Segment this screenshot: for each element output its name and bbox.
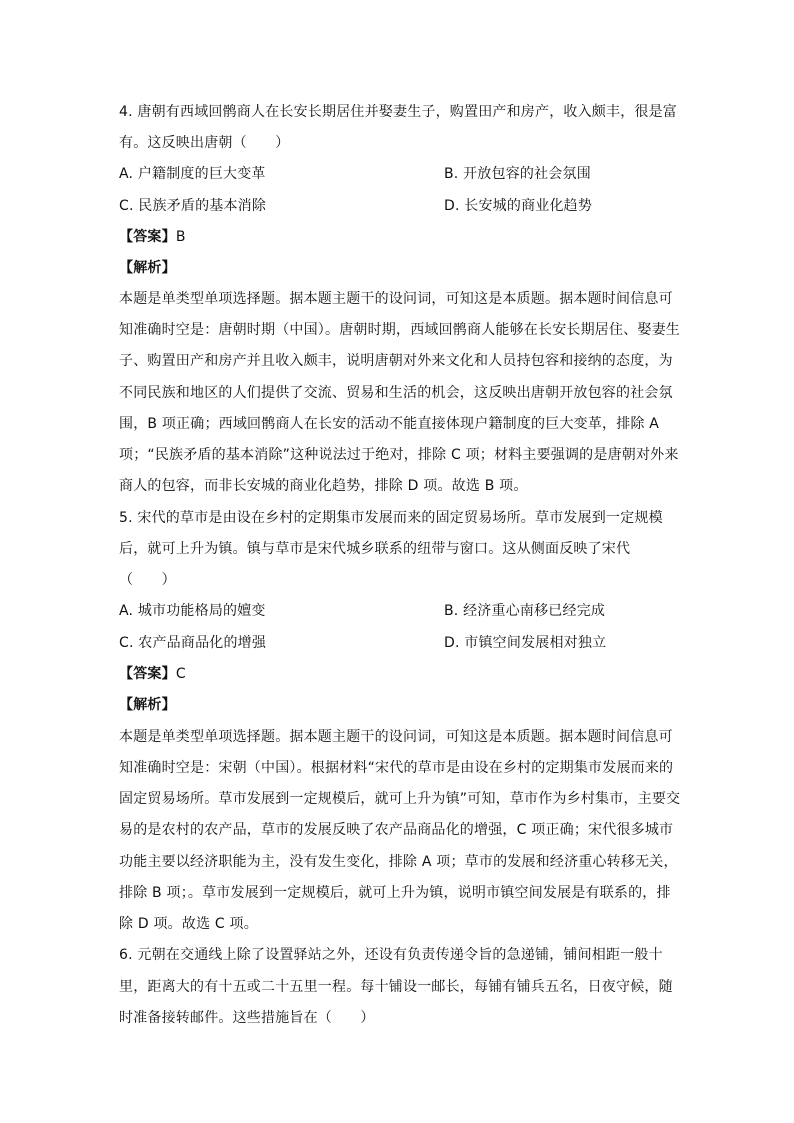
q5-stem-line-1: 5. 宋代的草市是由设在乡村的定期集市发展而来的固定贸易场所。草市发展到一定规模: [119, 510, 663, 526]
q4-option-a: A. 户籍制度的巨大变革: [119, 166, 266, 182]
q4-analysis-line-4: 不同民族和地区的人们提供了交流、贸易和生活的机会，这反映出唐朝开放包容的社会氛: [119, 385, 673, 401]
q5-analysis-line-1: 本题是单类型单项选择题。据本题主题干的设问词，可知这是本质题。据本题时间信息可: [119, 729, 673, 745]
q4-analysis-line-1: 本题是单类型单项选择题。据本题主题干的设问词，可知这是本质题。据本题时间信息可: [119, 291, 673, 307]
q4-stem-line-1: 4. 唐朝有西域回鹘商人在长安长期居住并娶妻生子，购置田产和房产，收入颇丰，很是富: [119, 104, 678, 120]
q6-stem-line-3: 时准备接转邮件。这些措施旨在（ ）: [119, 1010, 375, 1026]
q4-analysis-heading: 【解析】: [119, 260, 176, 276]
q6-stem-line-2: 里，距离大的有十五或二十五里一程。每十铺设一邮长，每铺有铺兵五名，日夜守候，随: [119, 979, 673, 995]
q5-stem-line-2: 后，就可上升为镇。镇与草市是宋代城乡联系的纽带与窗口。这从侧面反映了宋代: [119, 541, 631, 557]
q5-analysis-line-5: 功能主要以经济职能为主，没有发生变化，排除 A 项；草市的发展和经济重心转移无关，: [119, 854, 678, 870]
q4-analysis-label: [119, 258, 679, 278]
q5-analysis-line-7: 除 D 项。故选 C 项。: [119, 916, 258, 932]
q4-analysis-line-6: 项；“民族矛盾的基本消除”这种说法过于绝对，排除 C 项；材料主要强调的是唐朝对外来: [119, 447, 679, 463]
q4-analysis-line-7: 商人的包容，而非长安城的商业化趋势，排除 D 项。故选 B 项。: [119, 478, 528, 494]
q5-analysis-line-4: 易的是农村的农产品，草市的发展反映了农产品商品化的增强，C 项正确；宋代很多城市: [119, 822, 674, 838]
q5-analysis-line-6: 排除 B 项；。草市发展到一定规模后，就可上升为镇，说明市镇空间发展是有联系的，排: [119, 885, 671, 901]
q4-answer-value: B: [175, 229, 186, 245]
q5-analysis-line-3: 固定贸易场所。草市发展到一定规模后，就可上升为镇”可知，草市作为乡村集市，主要交: [119, 791, 681, 807]
q4-analysis-line-2: 知准确时空是：唐朝时期（中国）。唐朝时期，西域回鹘商人能够在长安长期居住、娶妻生: [119, 322, 680, 338]
q4-option-c: C. 民族矛盾的基本消除: [119, 198, 267, 214]
q4-answer: [119, 227, 679, 247]
q5-answer-label: 【答案】: [119, 666, 176, 682]
q5-option-b: B. 经济重心南移已经完成: [444, 603, 606, 619]
q4-option-d: D. 长安城的商业化趋势: [444, 198, 593, 214]
q6-stem-line-1: 6. 元朝在交通线上除了设置驿站之外，还设有负责传递令旨的急递铺，铺间相距一般十: [119, 947, 663, 963]
q4-stem-line-2: 有。这反映出唐朝（ ）: [119, 135, 290, 151]
q4-answer-label: 【答案】: [119, 229, 176, 245]
q5-option-c: C. 农产品商品化的增强: [119, 635, 267, 651]
q5-option-a: A. 城市功能格局的嬗变: [119, 603, 266, 619]
q5-stem-line-3: （ ）: [119, 572, 176, 588]
q4-analysis-line-3: 子、购置田产和房产并且收入颇丰，说明唐朝对外来文化和人员持包容和接纳的态度，为: [119, 353, 673, 369]
q4-analysis-line-5: 围，B 项正确；西域回鹘商人在长安的活动不能直接体现户籍制度的巨大变革，排除 A: [119, 416, 660, 432]
q5-analysis-heading: 【解析】: [119, 697, 176, 713]
q4-option-b: B. 开放包容的社会氛围: [444, 166, 591, 182]
q5-option-d: D. 市镇空间发展相对独立: [444, 635, 607, 651]
q5-answer: [119, 664, 679, 684]
q5-answer-value: C: [175, 666, 186, 682]
q5-analysis-line-2: 知准确时空是：宋朝（中国）。根据材料“宋代的草市是由设在乡村的定期集市发展而来的: [119, 760, 674, 776]
q5-analysis-label: [119, 695, 679, 715]
